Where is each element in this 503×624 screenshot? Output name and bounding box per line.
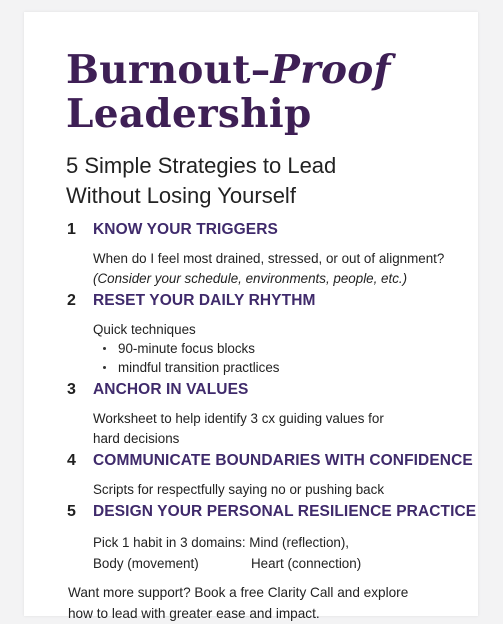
bullet-icon (103, 366, 106, 369)
strategy-note: (Consider your schedule, environments, people, etc.) (93, 271, 408, 286)
strategy-heading: RESET YOUR DAILY RHYTHM (93, 292, 316, 309)
strategy-description: Worksheet to help identify 3 cx guiding values for (93, 411, 384, 426)
title-part-1: Burnout (66, 47, 251, 93)
list-item-text: mindful transition practlices (118, 360, 280, 375)
bullet-icon (103, 347, 106, 350)
strategy-description: Quick techniques (93, 322, 196, 337)
strategy-description: When do I feel most drained, stressed, or out of alignment? (93, 251, 445, 266)
document-page (24, 12, 478, 621)
strategy-description: Pick 1 habit in 3 domains: Mind (reflection), (93, 535, 350, 550)
domain-heart: Heart (connection) (251, 556, 362, 571)
subtitle-line-1: 5 Simple Strategies to Lead (66, 153, 337, 178)
footer-line-2: how to lead with greater ease and impact. (68, 606, 320, 621)
title-line-1 (66, 48, 391, 92)
strategy-heading: COMMUNICATE BOUNDARIES WITH CONFIDENCE (93, 452, 473, 469)
title-dash: – (250, 47, 271, 93)
page-title (66, 48, 391, 136)
strategy-description-2: hard decisions (93, 431, 180, 446)
page-subtitle (66, 151, 466, 211)
strategy-heading: KNOW YOUR TRIGGERS (93, 221, 278, 238)
technique-list (103, 339, 280, 377)
title-part-2: Proof (270, 47, 391, 93)
title-line-2: Leadership (66, 91, 312, 137)
strategy-heading: ANCHOR IN VALUES (93, 381, 249, 398)
strategy-number: 2 (67, 292, 76, 309)
subtitle-line-2: Without Losing Yourself (66, 183, 296, 208)
footer-line-1: Want more support? Book a free Clarity Call and explore (68, 585, 409, 600)
strategy-number: 1 (67, 221, 76, 238)
domain-body: Body (movement) (93, 556, 199, 571)
list-item (103, 358, 280, 377)
list-item (103, 339, 280, 358)
strategy-number: 3 (67, 381, 76, 398)
strategy-number: 4 (67, 452, 76, 469)
list-item-text: 90-minute focus blocks (118, 341, 255, 356)
call-to-action (68, 582, 468, 624)
strategy-number: 5 (67, 503, 76, 520)
strategy-description: Scripts for respectfully saying no or pushing back (93, 482, 385, 497)
strategy-heading: DESIGN YOUR PERSONAL RESILIENCE PRACTICE (93, 503, 477, 520)
